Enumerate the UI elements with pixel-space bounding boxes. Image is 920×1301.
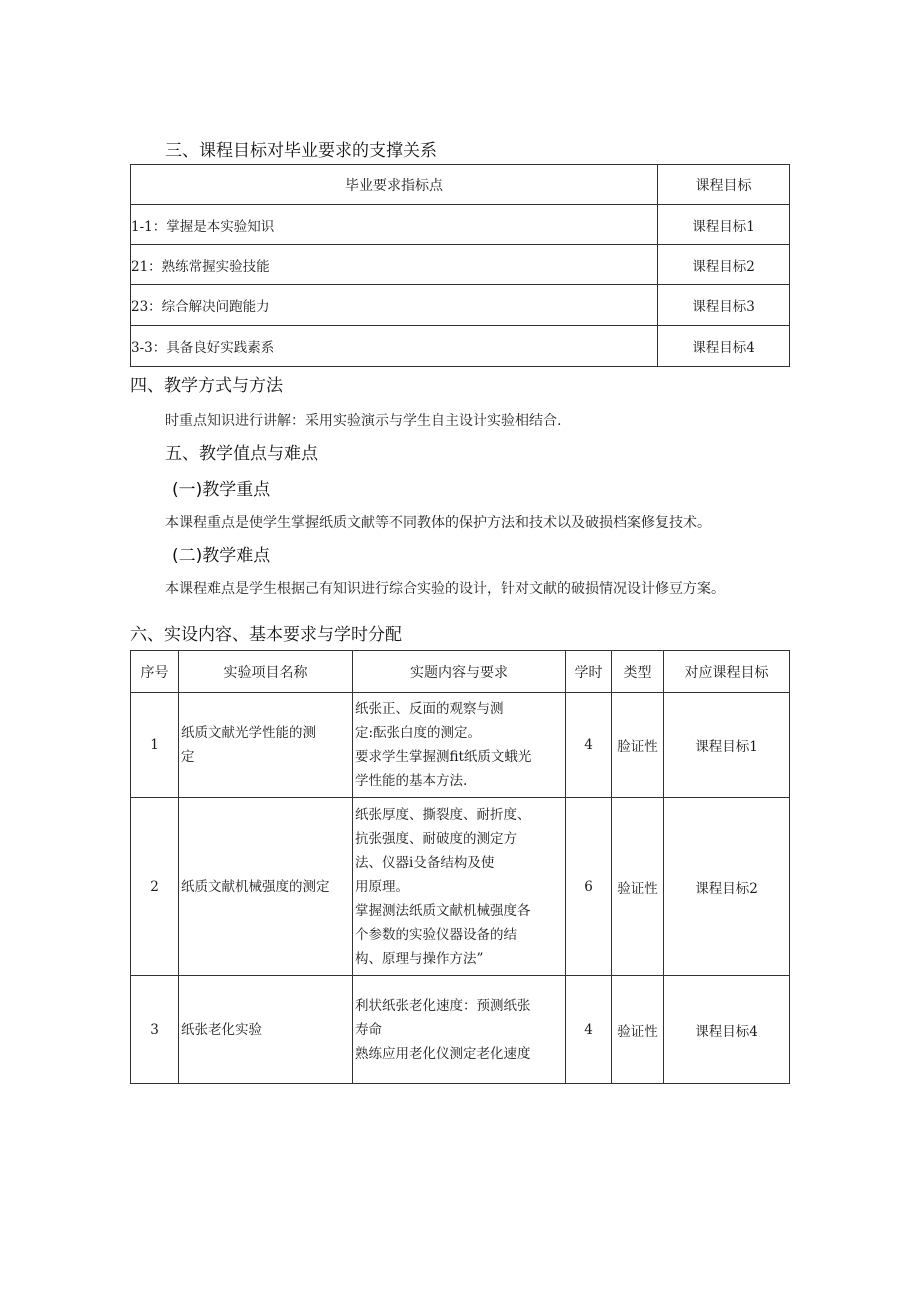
- table-row: [131, 205, 790, 245]
- section6-heading: 六、实设内容、基本要求与学时分配: [130, 625, 402, 645]
- exp-goal-cell: 课程目标1: [664, 693, 790, 798]
- exp-name-line: 纸质文献机械强度的测定: [181, 878, 330, 895]
- goal-cell: 课程目标3: [658, 285, 790, 326]
- exp-no-cell: 3: [131, 976, 179, 1084]
- indicator-cell: 23：综合解决问跑能力: [131, 285, 658, 326]
- exp-content-line: 法、仪器i殳备结构及使: [355, 854, 495, 871]
- exp-content-line: 抗张强度、耐破度的测定方: [355, 830, 517, 847]
- exp-hours-cell: 6: [566, 798, 612, 976]
- exp-goal-cell: 课程目标4: [664, 976, 790, 1084]
- indicator-cell: 1-1：掌握是本实验知识: [131, 205, 658, 245]
- exp-content-cell: [353, 693, 566, 798]
- section3-heading: 三、课程目标对毕业要求的支撑关系: [165, 141, 437, 161]
- experiment-table: [130, 650, 790, 1084]
- exp-no-cell: 1: [131, 693, 179, 798]
- section5-sub1-heading: (一)教学重点: [172, 480, 271, 500]
- exp-content-cell: [353, 976, 566, 1084]
- exp-header-hours: 学时: [566, 651, 612, 693]
- exp-hours-cell: 4: [566, 693, 612, 798]
- exp-name-line: 定: [181, 749, 195, 765]
- section4-text: 时重点知识进行讲解：采用实验演示与学生自主设计实验相结合.: [165, 413, 562, 429]
- table-row: [131, 798, 790, 976]
- exp-content-line: 掌握测法纸质文献机械强度各: [355, 902, 531, 919]
- support-header-indicator: 毕业要求指标点: [131, 165, 658, 205]
- exp-content-line: 纸张正、反面的观察与测: [355, 701, 504, 717]
- table-row: [131, 326, 790, 367]
- exp-header-name: 实验项目名称: [179, 651, 353, 693]
- section5-sub2-heading: (二)教学难点: [172, 546, 271, 566]
- section5-heading: 五、教学值点与难点: [165, 444, 318, 464]
- table-row: [131, 976, 790, 1084]
- support-table: [130, 164, 790, 367]
- exp-content-line: 构、原理与操作方法”: [355, 950, 484, 967]
- exp-name-line: 纸质文献光学性能的测: [181, 725, 316, 741]
- exp-goal-cell: 课程目标2: [664, 798, 790, 976]
- section5-sub2-text: 本课程难点是学生根据己有知识进行综合实验的设计，针对文献的破损情况设计修豆方案。: [165, 581, 725, 597]
- table-row: [131, 285, 790, 326]
- exp-content-line: 利状纸张老化速度：预测纸张: [355, 997, 531, 1014]
- indicator-cell: 3-3：具备良好实践素系: [131, 326, 658, 367]
- goal-cell: 课程目标4: [658, 326, 790, 367]
- exp-type-cell: 脸证性: [612, 693, 664, 798]
- exp-name-line: 纸张老化实验: [181, 1021, 262, 1038]
- exp-name-cell: [179, 798, 353, 976]
- exp-content-line: 寿命: [355, 1021, 382, 1038]
- table-row: [131, 693, 790, 798]
- goal-cell: 课程目标2: [658, 245, 790, 285]
- exp-content-line: 熟练应用老化仪测定老化速度: [355, 1045, 531, 1062]
- exp-name-cell: [179, 693, 353, 798]
- section5-sub1-text: 本课程重点是使学生掌握纸质文献等不同教体的保护方法和技术以及破损档案修复技术。: [165, 515, 711, 531]
- table-row: [131, 245, 790, 285]
- section4-heading: 四、教学方式与方法: [130, 376, 283, 396]
- exp-header-no: 序号: [131, 651, 179, 693]
- exp-content-cell: [353, 798, 566, 976]
- exp-header-type: 类型: [612, 651, 664, 693]
- exp-name-cell: [179, 976, 353, 1084]
- exp-content-line: 纸张厚度、撕裂度、耐折度、: [355, 806, 531, 823]
- exp-hours-cell: 4: [566, 976, 612, 1084]
- exp-header-goal: 对应课程目标: [664, 651, 790, 693]
- goal-cell: 课程目标1: [658, 205, 790, 245]
- exp-no-cell: 2: [131, 798, 179, 976]
- exp-type-cell: 验证性: [612, 798, 664, 976]
- exp-type-cell: 验证性: [612, 976, 664, 1084]
- indicator-cell: 21：熟练常握实验技能: [131, 245, 658, 285]
- exp-content-line: 用原理。: [355, 878, 409, 895]
- exp-content-line: 学性能的基本方法.: [355, 773, 468, 789]
- exp-content-line: 要求学生掌握测fit纸质文蛾光: [355, 749, 532, 765]
- exp-content-line: 个参数的实验仪器设备的结: [355, 926, 517, 943]
- exp-content-line: 定:酝张白度的测定。: [355, 725, 482, 741]
- support-header-goal: 课程目标: [658, 165, 790, 205]
- exp-header-content: 实题内容与要求: [353, 651, 566, 693]
